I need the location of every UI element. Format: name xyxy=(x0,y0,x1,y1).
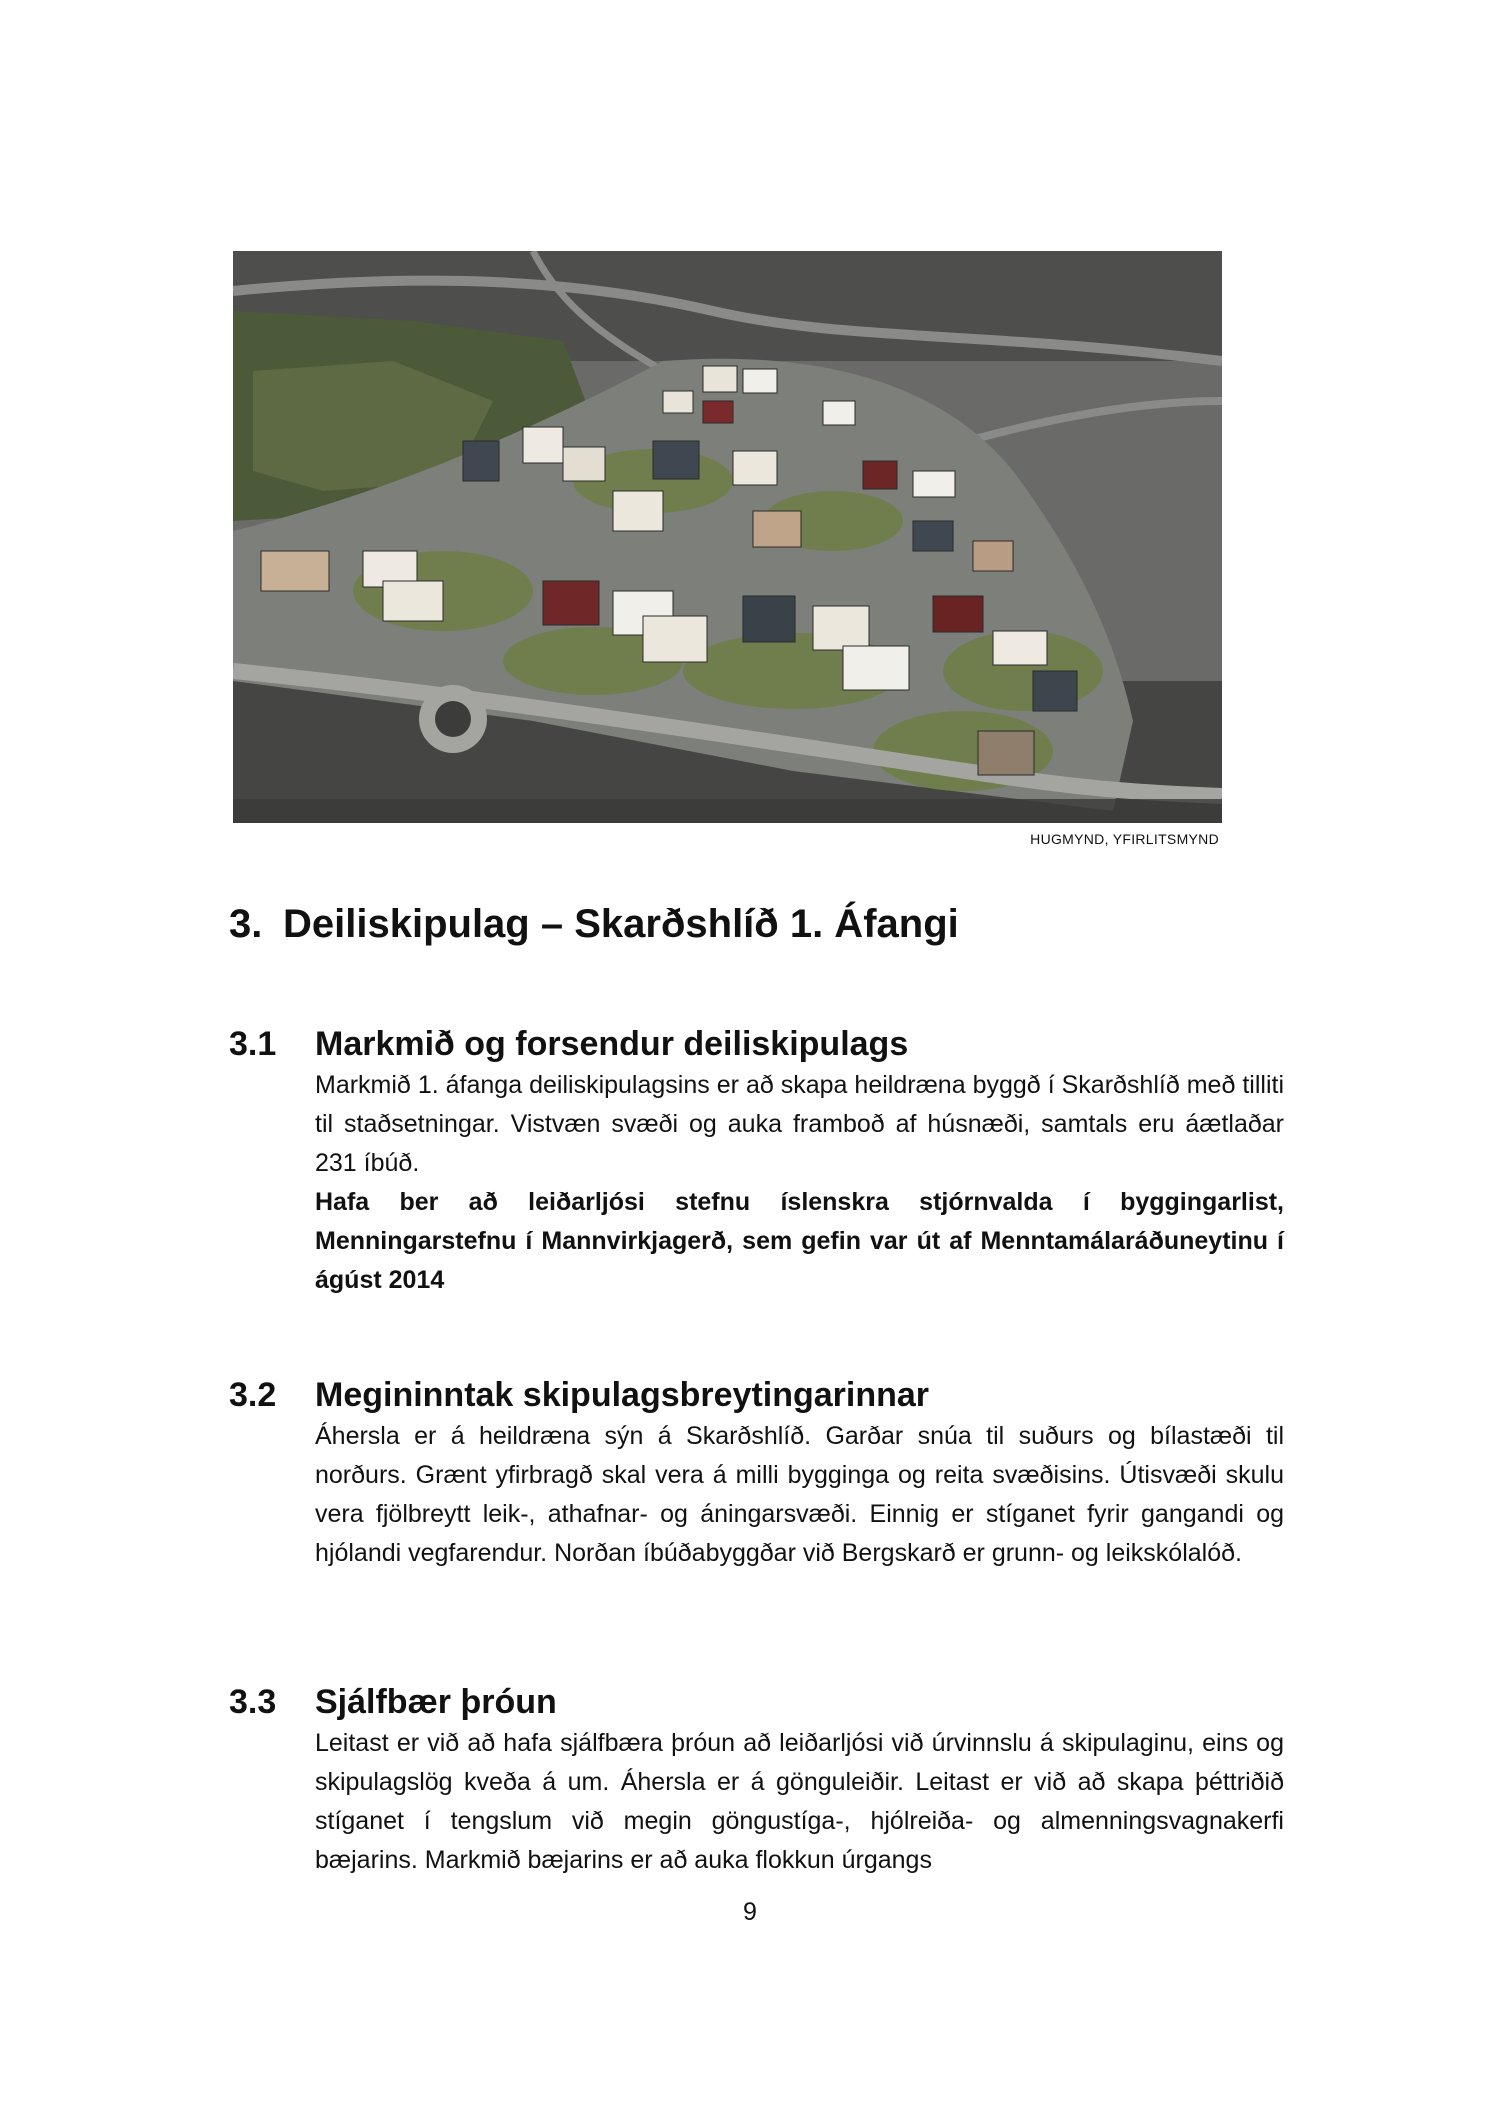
body-paragraph: Áhersla er á heildræna sýn á Skarðshlíð. Garðar snúa til suðurs og bílastæði til norðurs. Grænt yfirbragð skal vera á milli bygginga og reita svæðisins. Útisvæði skulu vera fjölbreytt leik-, athafnar- og áningarsvæði. Einnig er stíganet fyrir gangandi og hjólandi vegfarendur. Norðan íbúðabyggðar við Bergskarð er grunn- og leikskólalóð. xyxy=(315,1422,1284,1567)
section-number: 3.2 xyxy=(229,1376,277,1414)
section-title: Markmið og forsendur deiliskipulags xyxy=(315,1025,909,1063)
section-heading xyxy=(229,1373,1284,1417)
section-body xyxy=(315,1066,1284,1300)
page-number: 9 xyxy=(743,1898,757,1926)
section-body xyxy=(315,1417,1284,1573)
chapter-number: 3. xyxy=(229,902,263,946)
body-paragraph: Leitast er við að hafa sjálfbæra þróun að leiðarljósi við úrvinnslu á skipulaginu, eins og skipulagslög kveða á um. Áhersla er á gönguleiðir. Leitast er við að skapa þéttriðið stíganet í tengslum við megin göngustíga-, hjólreiða- og almenningsvagnakerfi bæjarins. Markmið bæjarins er að auka flokkun úrgangs xyxy=(315,1729,1284,1874)
section-number: 3.1 xyxy=(229,1025,277,1063)
figure-caption: HUGMYND, YFIRLITSMYND xyxy=(1030,831,1219,847)
section-body xyxy=(315,1724,1284,1880)
section-title: Sjálfbær þróun xyxy=(315,1683,557,1721)
section-heading xyxy=(229,1680,1284,1724)
section-title: Megininntak skipulagsbreytingarinnar xyxy=(315,1376,930,1414)
body-paragraph: Markmið 1. áfanga deiliskipulagsins er að skapa heildræna byggð í Skarðshlíð með tilliti til staðsetningar. Vistvæn svæði og auka framboð af húsnæði, samtals eru áætlaðar 231 íbúð. xyxy=(315,1071,1284,1177)
section-heading xyxy=(229,1022,1284,1066)
chapter-heading xyxy=(229,902,959,947)
section-3-2 xyxy=(229,1373,1284,1573)
body-paragraph-bold: Hafa ber að leiðarljósi stefnu íslenskra stjórnvalda í byggingarlist, Menningarstefnu í Mannvirkjagerð, sem gefin var út af Menntamálaráðuneytinu í ágúst 2014 xyxy=(315,1188,1284,1294)
section-3-3 xyxy=(229,1680,1284,1880)
section-3-1 xyxy=(229,1022,1284,1300)
chapter-title: Deiliskipulag – Skarðshlíð 1. Áfangi xyxy=(283,902,959,946)
aerial-rendering-image xyxy=(233,251,1222,823)
section-number: 3.3 xyxy=(229,1683,277,1721)
